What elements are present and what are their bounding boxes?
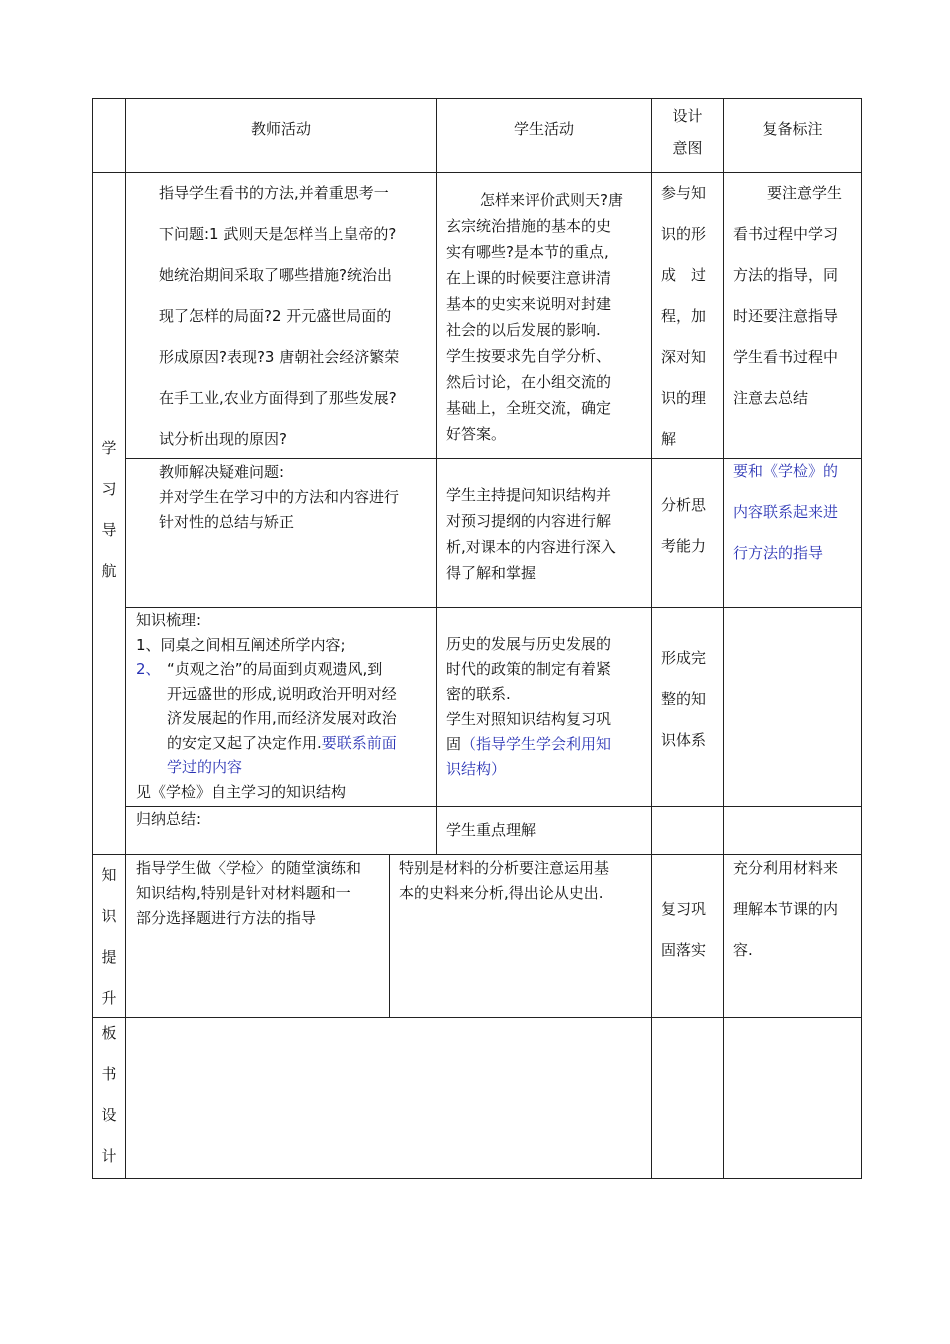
guide-row2-notes: 要和《学检》的 内容联系起来进 行方法的指导 bbox=[733, 462, 839, 562]
guide-row4-teacher: 归纳总结: bbox=[136, 810, 202, 828]
col-divider bbox=[651, 98, 652, 1179]
guide-row1-student: 怎样来评价武则天?唐 玄宗统治措施的基本的史 实有哪些?是本节的重点, 在上课的时候要注意讲清 基本的史实来说明对封建 社会的以后发展的影响. 学生按要求先自学分析、 然后讨论，在小组交流的 基础上，全班交流，确定 好答案。 bbox=[446, 191, 623, 443]
section-label-study-guide: 学 习 导 航 bbox=[101, 439, 117, 580]
col-divider bbox=[436, 98, 437, 855]
guide-row3-student: 历史的发展与历史发展的 时代的政策的制定有着紧 密的联系. 学生对照知识结构复习巩 固（指导学生学会利用知 识结构） bbox=[446, 635, 612, 778]
col-divider bbox=[723, 98, 724, 1179]
guide-row1-intent: 参与知 识的形 成 过 程，加 深对知 识的理 解 bbox=[661, 184, 707, 448]
border-bottom bbox=[92, 1178, 862, 1179]
header-review-notes: 复备标注 bbox=[762, 120, 823, 138]
guide-row2-teacher: 教师解决疑难问题: 并对学生在学习中的方法和内容进行 针对性的总结与矫正 bbox=[159, 463, 400, 531]
header-design-intent-2: 意图 bbox=[672, 139, 703, 157]
guide-row2-student: 学生主持提问知识结构并 对预习提纲的内容进行解 析,对课本的内容进行深入 得了解和掌握 bbox=[446, 486, 616, 582]
section-label-board-design: 板 书 设 计 bbox=[101, 1024, 117, 1165]
border-left bbox=[92, 98, 93, 1179]
border-top bbox=[92, 98, 862, 99]
col-divider bbox=[125, 98, 126, 1179]
improve-student: 特别是材料的分析要注意运用基 本的史料来分析,得出论从史出. bbox=[399, 859, 610, 902]
row-divider bbox=[125, 806, 862, 807]
improve-intent: 复习巩 固落实 bbox=[661, 900, 707, 959]
col-divider bbox=[389, 854, 390, 1018]
guide-row3-intent: 形成完 整的知 识体系 bbox=[661, 649, 707, 749]
improve-notes: 充分利用材料来 理解本节课的内 容. bbox=[733, 859, 839, 959]
section-divider bbox=[92, 1017, 862, 1018]
improve-teacher: 指导学生做〈学检〉的随堂演练和 知识结构,特别是针对材料题和一 部分选择题进行方法的指导 bbox=[136, 859, 362, 927]
guide-row2-intent: 分析思 考能力 bbox=[661, 496, 707, 555]
header-teacher-activity: 教师活动 bbox=[250, 120, 311, 138]
guide-row4-student: 学生重点理解 bbox=[446, 821, 537, 839]
guide-row1-notes: 要注意学生 看书过程中学习 方法的指导，同 时还要注意指导 学生看书过程中 注意去总结 bbox=[733, 184, 843, 407]
section-label-knowledge-improve: 知 识 提 升 bbox=[101, 866, 117, 1007]
header-student-activity: 学生活动 bbox=[513, 120, 574, 138]
guide-row1-teacher: 指导学生看书的方法,并着重思考一 下问题:1 武则天是怎样当上皇帝的? 她统治期间采取了哪些措施?统治出 现了怎样的局面?2 开元盛世局面的 形成原因?表现?3 唐朝社会经济繁荣 在手工业,农业方面得到了那些发展? 试分析出现的原因? bbox=[159, 184, 400, 448]
header-design-intent-1: 设计 bbox=[672, 107, 703, 125]
border-right bbox=[861, 98, 862, 1179]
guide-row3-teacher: 知识梳理: 1、同桌之间相互阐述所学内容; 2、 “贞观之治”的局面到贞观遗风,到 开远盛世的形成,说明政治开明对经 济发展起的作用,而经济发展对政治 的安定又起了决定作用.要联系前面 学过的内容 见《学检》自主学习的知识结构 bbox=[136, 611, 397, 801]
